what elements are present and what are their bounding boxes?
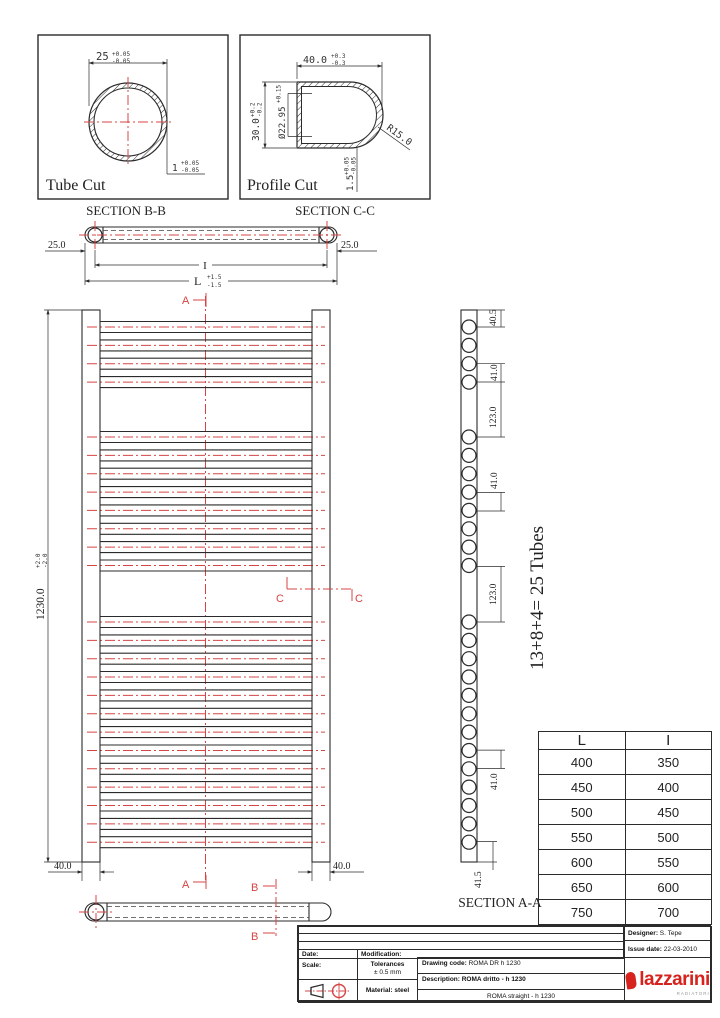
section-bb-label: SECTION B-B xyxy=(86,203,166,218)
dim-profile-height xyxy=(250,82,297,148)
section-c-label-left: C xyxy=(276,593,284,605)
dim-height-1230 xyxy=(35,310,82,862)
size-table-cell: 750 xyxy=(539,900,626,925)
side-tube-circle xyxy=(462,559,476,573)
side-tube-circle xyxy=(462,522,476,536)
side-tube-circle xyxy=(462,375,476,389)
section-b-marks xyxy=(251,879,276,943)
side-tube-circle xyxy=(462,357,476,371)
side-tube-circle xyxy=(462,338,476,352)
tolerances-label: Tolerances xyxy=(370,961,405,968)
side-tube-circle xyxy=(462,467,476,481)
top-view xyxy=(45,221,377,289)
description-row xyxy=(418,974,624,990)
description-value: ROMA dritto - h 1230 xyxy=(461,976,526,983)
side-tube-circle xyxy=(462,707,476,721)
title-block xyxy=(297,925,711,1002)
size-table-cell: 450 xyxy=(625,800,712,825)
side-tube-circle xyxy=(462,835,476,849)
tubes-count-note: 13+8+4= 25 Tubes xyxy=(527,525,548,670)
profile-cut-title: Profile Cut xyxy=(247,177,318,194)
profile-cut-detail xyxy=(240,35,430,218)
tube-cut-title: Tube Cut xyxy=(46,177,106,194)
dim-tol: +0.05 xyxy=(112,51,131,58)
size-table-cell: 550 xyxy=(539,825,626,850)
dim-tube-od-value: 25 xyxy=(96,51,109,63)
brand-subtitle: RADIATORI xyxy=(676,991,710,997)
drawing-code-value: ROMA DR h 1230 xyxy=(468,960,521,967)
dim-41-5: 41.5 xyxy=(474,871,484,888)
dim-inner-value: I xyxy=(203,260,207,272)
drawing-info-box xyxy=(417,957,625,1003)
size-table-cell: 400 xyxy=(625,775,712,800)
size-table-cell: 500 xyxy=(539,800,626,825)
dim-tube-wall xyxy=(167,160,205,174)
side-dims xyxy=(474,309,505,888)
projection-symbol-icon xyxy=(299,980,357,1002)
size-table-row xyxy=(539,850,712,875)
dim-tol: +2.0 xyxy=(35,553,42,568)
dim-40-5: 40.5 xyxy=(489,309,499,326)
size-table-cell: 500 xyxy=(625,825,712,850)
dim-40-right-value: 40.0 xyxy=(333,861,351,872)
designer-value: S. Tepe xyxy=(659,930,682,937)
dim-tol: -1.5 xyxy=(207,282,222,289)
size-table-header-I: I xyxy=(625,732,712,750)
dim-41-b: 41.0 xyxy=(490,472,500,489)
dim-collector-left-40 xyxy=(48,861,114,881)
size-table-cell: 600 xyxy=(625,875,712,900)
section-a-marks xyxy=(182,293,206,891)
side-tube-circle xyxy=(462,780,476,794)
tolerances-value: ± 0.5 mm xyxy=(373,969,402,977)
dim-total-length xyxy=(85,257,337,289)
side-tube-circle xyxy=(462,448,476,462)
projection-symbol-cell xyxy=(298,979,358,1003)
brand-logo-cell xyxy=(624,957,712,1003)
dim-height-value: 30.0 xyxy=(251,118,262,141)
side-tube-circle xyxy=(462,540,476,554)
section-a-label-top: A xyxy=(182,295,190,307)
size-table xyxy=(538,731,712,925)
size-table-cell: 600 xyxy=(539,850,626,875)
size-table-cell: 550 xyxy=(625,850,712,875)
size-table-row xyxy=(539,750,712,775)
dim-bore-value: Ø22.95 xyxy=(278,106,288,139)
dim-profile-wall xyxy=(344,148,358,192)
scale-cell xyxy=(298,958,358,980)
size-table-cell: 450 xyxy=(539,775,626,800)
dim-offset-left xyxy=(45,240,85,257)
dim-wall-value: 1.5 xyxy=(346,174,356,191)
date-label: Date: xyxy=(302,951,319,958)
dim-1230-value: 1230.0 xyxy=(35,588,47,620)
dim-tol: +0.2 xyxy=(249,102,257,117)
scale-label: Scale: xyxy=(302,962,322,969)
dim-offset-left-value: 25.0 xyxy=(48,240,66,251)
dim-length-value: L xyxy=(194,274,202,288)
size-table-row xyxy=(539,800,712,825)
lazzarini-flame-icon xyxy=(625,971,637,989)
dim-tol: +0.05 xyxy=(181,160,200,167)
dim-profile-radius xyxy=(378,123,414,150)
side-tube-circle xyxy=(462,725,476,739)
dim-tol: +0.3 xyxy=(331,53,346,60)
left-collector xyxy=(82,310,100,862)
tube-cut-detail xyxy=(38,35,228,218)
side-tube-circle xyxy=(462,615,476,629)
dim-tol: -0.2 xyxy=(256,102,264,117)
tolerances-cell xyxy=(357,958,418,980)
dim-tol: -0.05 xyxy=(112,58,131,65)
dim-offset-right-value: 25.0 xyxy=(341,240,359,251)
size-table-cell: 350 xyxy=(625,750,712,775)
dim-tol: +0.15 xyxy=(275,84,283,103)
dim-tol: -0.05 xyxy=(350,156,358,175)
size-table-cell: 400 xyxy=(539,750,626,775)
section-aa-label: SECTION A-A xyxy=(458,895,542,910)
dim-tol: -0.05 xyxy=(181,167,200,174)
section-c-label-right: C xyxy=(355,593,363,605)
dim-41-a: 41.0 xyxy=(490,364,500,381)
issue-date-label: Issue date: xyxy=(628,946,662,953)
side-tube-circle xyxy=(462,485,476,499)
side-tube-circle xyxy=(462,762,476,776)
side-tube-circle xyxy=(462,744,476,758)
dim-40-left-value: 40.0 xyxy=(54,861,72,872)
dim-tol: -2.0 xyxy=(42,553,49,568)
dim-123-b: 123.0 xyxy=(489,583,499,605)
drawing-code-label: Drawing code: xyxy=(422,960,467,967)
size-table-header-L: L xyxy=(539,732,626,750)
dim-tol: +0.05 xyxy=(343,156,351,175)
section-b-label-bottom: B xyxy=(251,931,259,943)
designer-cell xyxy=(624,926,712,941)
side-view xyxy=(458,309,548,910)
description-alt-value: ROMA straight - h 1230 xyxy=(487,993,555,1000)
issue-date-cell xyxy=(624,940,712,958)
dim-123-a: 123.0 xyxy=(489,406,499,428)
side-tube-circles xyxy=(462,320,476,849)
side-tube-circle xyxy=(462,688,476,702)
side-tube-circle xyxy=(462,817,476,831)
brand-logo xyxy=(626,968,710,997)
dim-wall-value: 1 xyxy=(172,163,178,174)
material-value: Material: steel xyxy=(365,986,410,994)
section-b-label-top: B xyxy=(251,882,259,894)
size-table-row xyxy=(539,825,712,850)
material-cell xyxy=(357,979,418,1003)
front-view xyxy=(35,293,364,891)
description-label: Description: xyxy=(422,976,460,983)
side-tube-circle xyxy=(462,320,476,334)
section-c-marks xyxy=(276,577,363,605)
side-tube-circle xyxy=(462,503,476,517)
size-table-cell: 650 xyxy=(539,875,626,900)
side-tube-circle xyxy=(462,799,476,813)
designer-label: Designer: xyxy=(628,930,658,937)
dim-tol: +1.5 xyxy=(207,274,222,281)
right-collector xyxy=(312,310,330,862)
size-table-cell: 700 xyxy=(625,900,712,925)
dim-radius-value: R15.0 xyxy=(384,122,414,149)
section-a-label-bottom: A xyxy=(182,879,190,891)
side-tube-circle xyxy=(462,670,476,684)
size-table-row xyxy=(539,900,712,925)
description-alt-row xyxy=(418,990,624,1003)
dim-41-c: 41.0 xyxy=(490,773,500,790)
brand-name: lazzarini xyxy=(639,969,710,991)
drawing-code-row xyxy=(418,958,624,974)
modification-label: Modification: xyxy=(361,951,402,958)
side-tube-circle xyxy=(462,652,476,666)
dim-inner-length xyxy=(95,250,327,272)
dim-offset-right xyxy=(337,240,377,257)
side-tube-circle xyxy=(462,633,476,647)
section-cc-label: SECTION C-C xyxy=(295,203,375,218)
bottom-view xyxy=(79,879,331,943)
size-table-header-row xyxy=(539,732,712,750)
dim-width-value: 40.0 xyxy=(303,55,328,66)
size-table-row xyxy=(539,775,712,800)
dim-tol: -0.3 xyxy=(331,60,346,67)
side-tube-circle xyxy=(462,430,476,444)
size-table-row xyxy=(539,875,712,900)
issue-date-value: 22-03-2010 xyxy=(663,946,698,953)
dim-collector-right-40 xyxy=(298,861,364,881)
